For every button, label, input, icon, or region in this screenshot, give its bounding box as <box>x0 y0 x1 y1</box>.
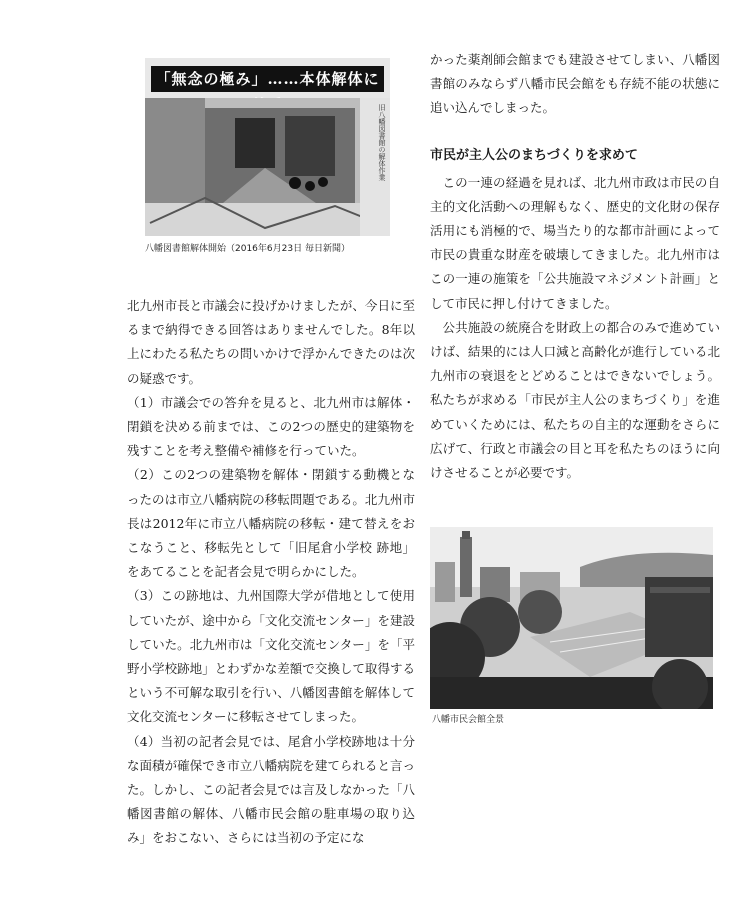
civic-hall-photo-graphic <box>430 527 713 709</box>
section-heading: 市民が主人公のまちづくりを求めて <box>430 147 638 163</box>
left-column <box>127 58 415 851</box>
paragraph: 公共施設の統廃合を財政上の都合のみで進めていけば、結果的には人口減と高齢化が進行している北九州市の衰退をとどめることはできないでしょう。私たちが求める「市民が主人公のまちづくり」を進めていくためには、私たちの自主的な運動をさらに広げて、行政と市議会の目と耳を私たちのほうに向けさせることが必要です。 <box>430 319 720 481</box>
photo2-caption: 八幡市民会館全景 <box>432 715 505 726</box>
continuation-paragraph: かった薬剤師会館までも建設させてしまい、八幡図書館のみならず八幡市民会館をも存続不能の状態に追い込んでしまった。 <box>430 52 720 116</box>
paragraph: （2）この2つの建築物を解体・閉鎖する動機となったのは市立八幡病院の移転問題である。北九州市長は2012年に市立八幡病院の移転・建て替えをおこなうこと、移転先として「旧尾倉小学校 跡地」をあてることを記者会見で明らかにした。 <box>127 467 415 580</box>
right-column <box>430 48 720 727</box>
paragraph: この一連の経過を見れば、北九州市政は市民の自主的文化活動への理解もなく、歴史的文化財の保存活用にも消極的で、場当たり的な都市計画によって市民の貴重な財産を破壊してきました。北九州市はこの一連の施策を「公共施設マネジメント計画」として市民に押し付けてきました。 <box>430 174 720 311</box>
side-credit: 旧八幡図書館の解体作業 <box>378 104 386 181</box>
newspaper-headline: 「無念の極み」……本体解体に <box>151 66 384 92</box>
right-section-text <box>430 171 720 486</box>
paragraph: 北九州市長と市議会に投げかけましたが、今日に至るまで納得できる回答はありませんでした。8年以上にわたる私たちの問いかけで浮かんできたのは次の疑惑です。 <box>127 298 415 386</box>
demolition-photo-image <box>145 98 390 236</box>
paragraph: （4）当初の記者会見では、尾倉小学校跡地は十分な面積が確保でき市立八幡病院を建てられると言った。しかし、この記者会見では言及しなかった「八幡図書館の解体、八幡市民会館の駐車場の取り込み」をおこない、さらには当初の予定にな <box>127 733 415 846</box>
demolition-news-photo <box>145 58 390 236</box>
left-body-text <box>127 294 415 851</box>
paragraph: （1）市議会での答弁を見ると、北九州市は解体・閉鎖を決める前までは、この2つの歴史的建築物を残すことを考え整備や補修を行っていた。 <box>127 394 415 459</box>
photo1-caption: 八幡図書館解体開始（2016年6月23日 毎日新聞） <box>145 244 350 254</box>
civic-hall-photo <box>430 527 713 709</box>
paragraph: （3）この跡地は、九州国際大学が借地として使用していたが、途中から「文化交流センター」を建設していた。北九州市は「文化交流センター」を「平野小学校跡地」とわずかな差額で交換して取得するという不可解な取引を行い、八幡図書館を解体して文化交流センターに移転させてしまった。 <box>127 588 415 725</box>
right-body-text <box>430 48 720 121</box>
demolition-photo-graphic <box>145 98 390 236</box>
